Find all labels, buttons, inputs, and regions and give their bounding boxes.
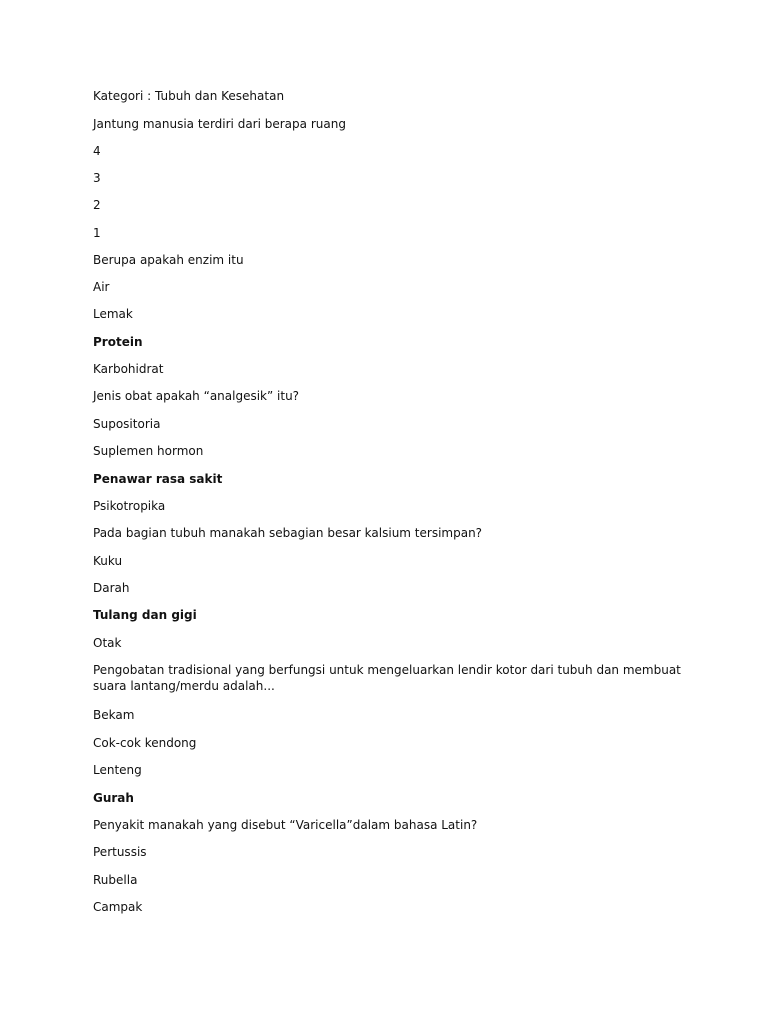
question-6: Penyakit manakah yang disebut “Varicella”dalam bahasa Latin? <box>93 818 478 832</box>
question-4: Pada bagian tubuh manakah sebagian besar kalsium tersimpan? <box>93 526 483 540</box>
q5-option-4: Gurah <box>93 791 134 805</box>
category-heading: Kategori : Tubuh dan Kesehatan <box>93 89 285 103</box>
q3-option-4: Psikotropika <box>93 499 166 513</box>
q1-option-2: 3 <box>93 171 101 185</box>
q1-option-4: 1 <box>93 226 101 240</box>
q1-option-3: 2 <box>93 198 101 212</box>
question-1: Jantung manusia terdiri dari berapa ruang <box>93 117 346 131</box>
q6-option-3: Campak <box>93 900 143 914</box>
q2-option-2: Lemak <box>93 307 133 321</box>
question-2: Berupa apakah enzim itu <box>93 253 244 267</box>
question-5: Pengobatan tradisional yang berfungsi untuk mengeluarkan lendir kotor dari tubuh dan membuat suara lantang/merdu adalah... <box>93 663 681 693</box>
q6-option-1: Pertussis <box>93 845 147 859</box>
q6-option-2: Rubella <box>93 873 138 887</box>
q3-option-3: Penawar rasa sakit <box>93 472 223 486</box>
q2-option-1: Air <box>93 280 110 294</box>
q4-option-4: Otak <box>93 636 122 650</box>
q4-option-1: Kuku <box>93 554 123 568</box>
q3-option-2: Suplemen hormon <box>93 444 204 458</box>
q3-option-1: Supositoria <box>93 417 161 431</box>
q2-option-4: Karbohidrat <box>93 362 164 376</box>
q5-option-1: Bekam <box>93 708 135 722</box>
question-3: Jenis obat apakah “analgesik” itu? <box>93 389 300 403</box>
q2-option-3: Protein <box>93 335 143 349</box>
q5-option-2: Cok-cok kendong <box>93 736 197 750</box>
q1-option-1: 4 <box>93 144 101 158</box>
q5-option-3: Lenteng <box>93 763 142 777</box>
q4-option-2: Darah <box>93 581 130 595</box>
q4-option-3: Tulang dan gigi <box>93 608 197 622</box>
